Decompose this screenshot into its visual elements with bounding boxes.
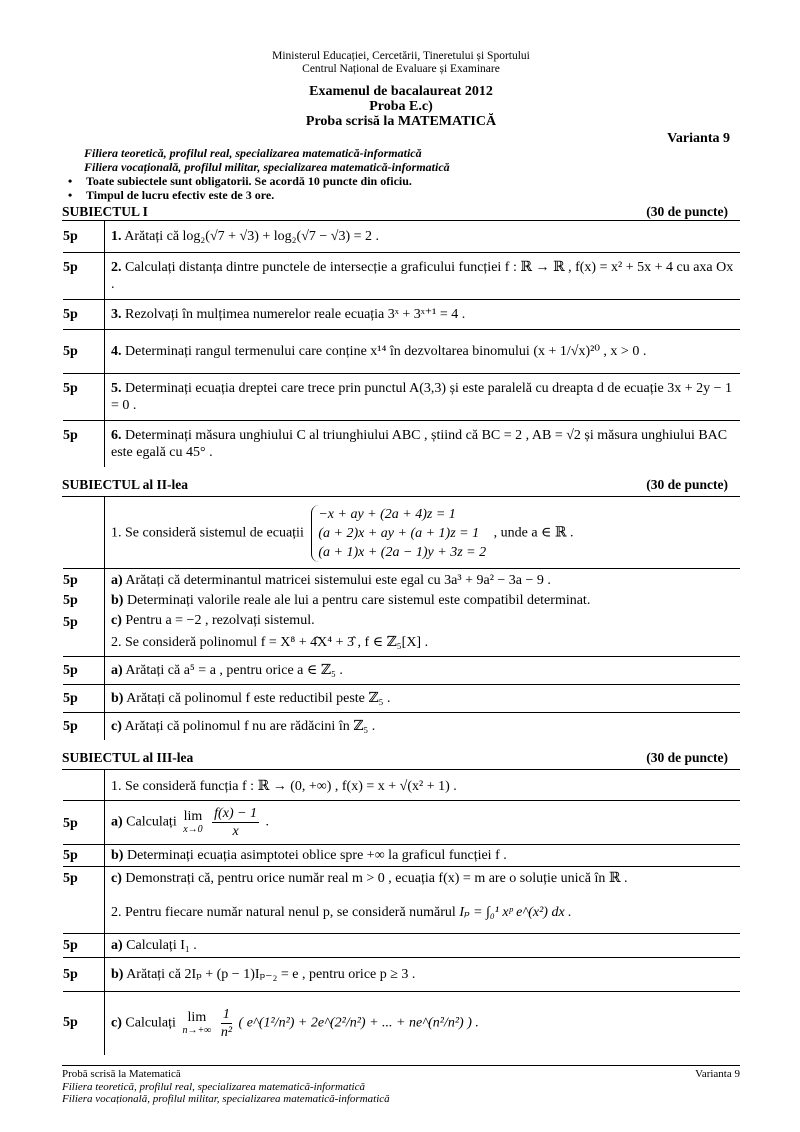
- section-2-points: (30 de puncte): [646, 477, 728, 492]
- proba-title: Proba E.c): [369, 99, 433, 114]
- footer-left: Probă scrisă la Matematică: [62, 1068, 181, 1080]
- footer-filiera-1: Filiera teoretică, profilul real, specializarea matematică-informatică: [62, 1080, 365, 1093]
- section-1-points: (30 de puncte): [646, 204, 728, 219]
- problem-2-1-a: 5p a) Arătați că determinantul matricei sistemului este egal cu 3a³ + 9a² − 3a − 9 .: [63, 573, 551, 588]
- problem-1-6: 5p 6. Determinați măsura unghiului C al triunghiului ABC , știind că BC = 2 , AB = √2 și măsura unghiului BAC este egală cu 45° .: [63, 428, 728, 460]
- problem-2-1-b: 5p b) Determinați valorile reale ale lui a pentru care sistemul este compatibil determinat.: [63, 593, 591, 608]
- problem-2-1-c: 5p c) Pentru a = −2 , rezolvați sistemul.: [63, 613, 315, 630]
- section-3-title: SUBIECTUL al III-lea: [62, 750, 194, 765]
- section-3-items: [63, 770, 740, 1055]
- section-2-header: [62, 477, 740, 493]
- problem-3-2-b: 5p b) Arătați că 2Iₚ + (p − 1)Iₚ₋₂ = e , pentru orice p ≥ 3 .: [63, 967, 416, 982]
- problem-1-4: 5p 4. Determinați rangul termenului care conține x¹⁴ în dezvoltarea binomului (x + 1/√x)²⁰ , x > 0 .: [63, 344, 647, 359]
- filiera-1: Filiera teoretică, profilul real, specializarea matematică-informatică: [84, 146, 422, 160]
- problem-2-2-b: 5p b) Arătați că polinomul f este reductibil peste ℤ₅ .: [63, 691, 391, 706]
- problem-2-1-intro: 1. Se consideră sistemul de ecuații −x + ay + (2a + 4)z = 1 (a + 2)x + ay + (a + 1)z = 1 (a + 1)x + (2a − 1)y + 3z = 2 , unde a ∈ ℝ .: [111, 507, 574, 560]
- exam-title: Examenul de bacalaureat 2012: [309, 84, 493, 99]
- limit-operator: lim n→+∞: [182, 1009, 212, 1036]
- footer-variant: Varianta 9: [695, 1068, 740, 1080]
- section-3-header: [62, 750, 740, 766]
- problem-1-5: 5p 5. Determinați ecuația dreptei care trece prin punctul A(3,3) și este paralelă cu dreapta d de ecuație 3x + 2y − 1 = 0 .: [63, 381, 733, 413]
- problem-3-2-intro: 2. Pentru fiecare număr natural nenul p, se consideră numărul Iₚ = ∫₀¹ xᵖ e^(x²) dx .: [111, 905, 572, 920]
- problem-2-2-c: 5p c) Arătați că polinomul f nu are rădăcini în ℤ₅ .: [63, 719, 376, 734]
- subject-title: Proba scrisă la MATEMATICĂ: [305, 114, 497, 129]
- problem-3-1-c: 5p c) Demonstrați că, pentru orice număr real m > 0 , ecuația f(x) = m are o soluție unică în ℝ .: [63, 871, 628, 886]
- limit-operator: lim x→0: [183, 808, 203, 835]
- problem-1-2: 5p 2. Calculați distanța dintre punctele de intersecție a graficului funcției f : ℝ → ℝ , f(x) = x² + 5x + 4 cu axa Ox .: [63, 260, 734, 292]
- problem-2-2-intro: 2. Se consideră polinomul f = X⁸ + 4̂X⁴ + 3̂ , f ∈ ℤ₅[X] .: [111, 635, 429, 650]
- filiera-2: Filiera vocațională, profilul militar, specializarea matematică-informatică: [84, 159, 450, 174]
- fraction: $\frac{1}{\text{n²}}$: [220, 1007, 233, 1040]
- section-1-header: [62, 204, 740, 220]
- fraction: $\frac{f(x) - 1}{x}$: [214, 806, 258, 839]
- ministry-name: Ministerul Educației, Cercetării, Tineretului și Sportului: [272, 50, 530, 62]
- center-name: Centrul Național de Evaluare și Examinare: [302, 63, 500, 75]
- equation-system: −x + ay + (2a + 4)z = 1 (a + 2)x + ay + (a + 1)z = 1 (a + 1)x + (2a − 1)y + 3z = 2: [311, 505, 486, 562]
- problem-2-2-a: 5p a) Arătați că a⁵ = a , pentru orice a ∈ ℤ₅ .: [63, 663, 343, 678]
- exam-page: [62, 0, 740, 1055]
- page-footer: [62, 1065, 740, 1106]
- problem-3-2-c: 5p c) Calculați lim n→+∞ $\frac{1}{\text{n²}}$ ( e^(1²/n²) + 2e^(2²/n²) + ... + ne^(n²/n²) ) .: [63, 1007, 479, 1040]
- variant-label: Varianta 9: [667, 131, 730, 146]
- section-1-title: SUBIECTUL I: [62, 204, 148, 219]
- problem-1-3: 5p 3. Rezolvați în mulțimea numerelor reale ecuația 3ˣ + 3ˣ⁺¹ = 4 .: [63, 307, 466, 322]
- problem-1-1: 5p 1. Arătați că log₂(√7 + √3) + log₂(√7 − √3) = 2 .: [63, 229, 380, 244]
- section-1-items: [63, 221, 740, 467]
- problem-3-2-a: 5p a) Calculați I₁ .: [63, 938, 197, 953]
- rule-1: • Toate subiectele sunt obligatorii. Se acordă 10 puncte din oficiu.: [62, 174, 740, 188]
- section-3-points: (30 de puncte): [646, 750, 728, 765]
- rule-2: • Timpul de lucru efectiv este de 3 ore.: [62, 188, 740, 202]
- problem-3-1-b: 5p b) Determinați ecuația asimptotei oblice spre +∞ la graficul funcției f .: [63, 848, 507, 863]
- problem-3-1-intro: 1. Se consideră funcția f : ℝ → (0, +∞) , f(x) = x + √(x² + 1) .: [111, 779, 457, 794]
- section-2-items: [63, 497, 740, 740]
- problem-3-1-a: 5p a) Calculați lim x→0 $\frac{f(x) - 1}{x}$ .: [63, 806, 270, 839]
- section-2-title: SUBIECTUL al II-lea: [62, 477, 189, 492]
- footer-filiera-2: Filiera vocațională, profilul militar, specializarea matematică-informatică: [62, 1093, 390, 1105]
